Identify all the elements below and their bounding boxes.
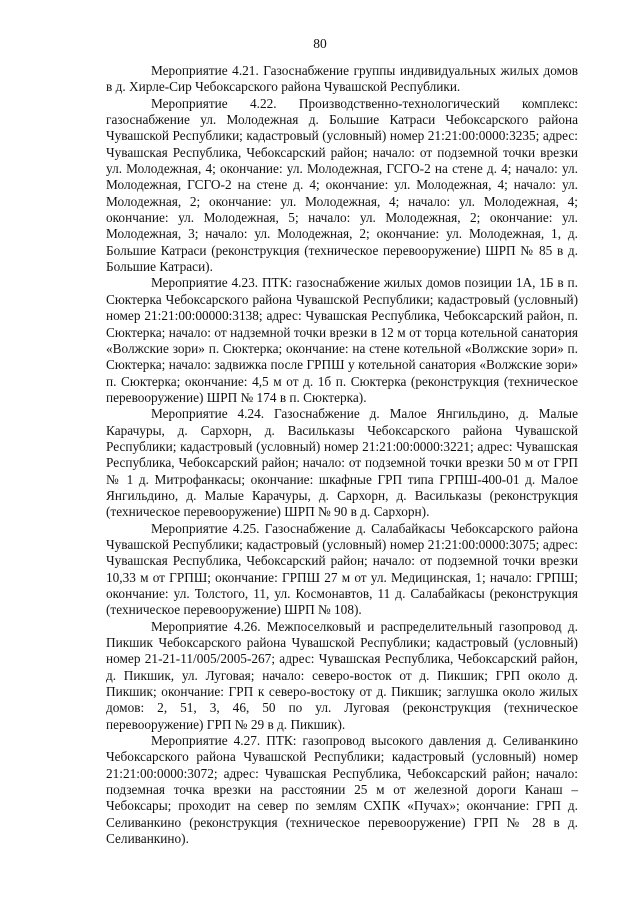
page-number: 80 bbox=[313, 36, 327, 51]
paragraph-measure-4-23: Мероприятие 4.23. ПТК: газоснабжение жилых домов позиции 1А, 1Б в п. Сюктерка Чебоксарского района Чувашской Республики; кадастровый (условный) номер 21:21:00:00000:3138; адрес: Чувашская Республика, Чебоксарский район, п. Сюктерка; начало: от надземной точки врезки в 12 м от торца котельной санатория «Волжские зори» п. Сюктерка; окончание: на стене котельной «Волжские зори» п. Сюктерка; начало: задвижка после ГРПШ у котельной санатория «Волжские зори» п. Сюктерка; окончание: 4,5 м от д. 1б п. Сюктерка (реконструкция (техническое перевооружение) ШРП № 174 в п. Сюктерка). bbox=[106, 275, 578, 405]
document-body bbox=[106, 63, 578, 848]
paragraph-measure-4-26: Мероприятие 4.26. Межпоселковый и распределительный газопровод д. Пикшик Чебоксарского района Чувашской Республики; кадастровый (условный) номер 21-21-11/005/2005-267; адрес: Чувашская Республика, Чебоксарский район, д. Пикшик, ул. Луговая; начало: северо-восток от д. Пикшик; ГРП около д. Пикшик; окончание: ГРП к северо-востоку от д. Пикшик; заглушка около жилых домов: 2, 51, 3, 46, 50 по ул. Луговая (реконструкция (техническое перевооружение) ГРП № 29 в д. Пикшик). bbox=[106, 618, 578, 732]
paragraph-measure-4-22: Мероприятие 4.22. Производственно-технологический комплекс: газоснабжение ул. Молодежная д. Большие Катраси Чебоксарского района Чувашской Республики; кадастровый (условный) номер 21:21:00:0000:3235; адрес: Чувашская Республика, Чебоксарский район; начало: от подземной точки врезки ул. Молодежная, 4; окончание: ул. Молодежная, ГСГО-2 на стене д. 4; начало: ул. Молодежная, ГСГО-2 на стене д. 4; окончание: ул. Молодежная, 4; начало: ул. Молодежная, 2; окончание: ул. Молодежная, 4; начало: ул. Молодежная, 4; окончание: ул. Молодежная, 5; начало: ул. Молодежная, 2; окончание: ул. Молодежная, 3; начало: ул. Молодежная, 2; окончание: ул. Молодежная, 1, д. Большие Катраси (реконструкция (техническое перевооружение) ШРП № 85 в д. Большие Катраси). bbox=[106, 95, 578, 275]
paragraph-measure-4-25: Мероприятие 4.25. Газоснабжение д. Салабайкасы Чебоксарского района Чувашской Республики; кадастровый (условный) номер 21:21:00:0000:3075; адрес: Чувашская Республика, Чебоксарский район; начало: от подземной точки врезки 10,33 м от ГРПШ; окончание: ГРПШ 27 м от ул. Медицинская, 1; начало: ГРПШ; окончание: ул. Толстого, 11, ул. Космонавтов, 11 д. Салабайкасы (реконструкция (техническое перевооружение) ШРП № 108). bbox=[106, 520, 578, 618]
paragraph-measure-4-27: Мероприятие 4.27. ПТК: газопровод высокого давления д. Селиванкино Чебоксарского района Чувашской Республики; кадастровый (условный) номер 21:21:00:0000:3072; адрес: Чувашская Республика, Чебоксарский район; начало: подземная точка врезки на расстоянии 25 м от железной дороги Канаш – Чебоксары; проходит на север по землям СХПК «Пучах»; окончание: ГРП д. Селиванкино (реконструкция (техническое перевооружение) ГРП № 28 в д. Селиванкино). bbox=[106, 733, 578, 847]
paragraph-measure-4-24: Мероприятие 4.24. Газоснабжение д. Малое Янгильдино, д. Малые Карачуры, д. Сархорн, д. Васильказы Чебоксарского района Чувашской Республики; кадастровый (условный) номер 21:21:00:0000:3221; адрес: Чувашская Республика, Чебоксарский район; начало: от подземной точки врезки 50 м от ГРП № 1 д. Митрофанкасы; окончание: шкафные ГРП типа ГРПШ-400-01 д. Малое Янгильдино, д. Малые Карачуры, д. Сархорн, д. Васильказы (реконструкция (техническое перевооружение) ШРП № 90 в д. Сархорн). bbox=[106, 406, 578, 520]
paragraph-measure-4-21: Мероприятие 4.21. Газоснабжение группы индивидуальных жилых домов в д. Хирле-Сир Чебоксарского района Чувашской Республики. bbox=[106, 63, 578, 95]
